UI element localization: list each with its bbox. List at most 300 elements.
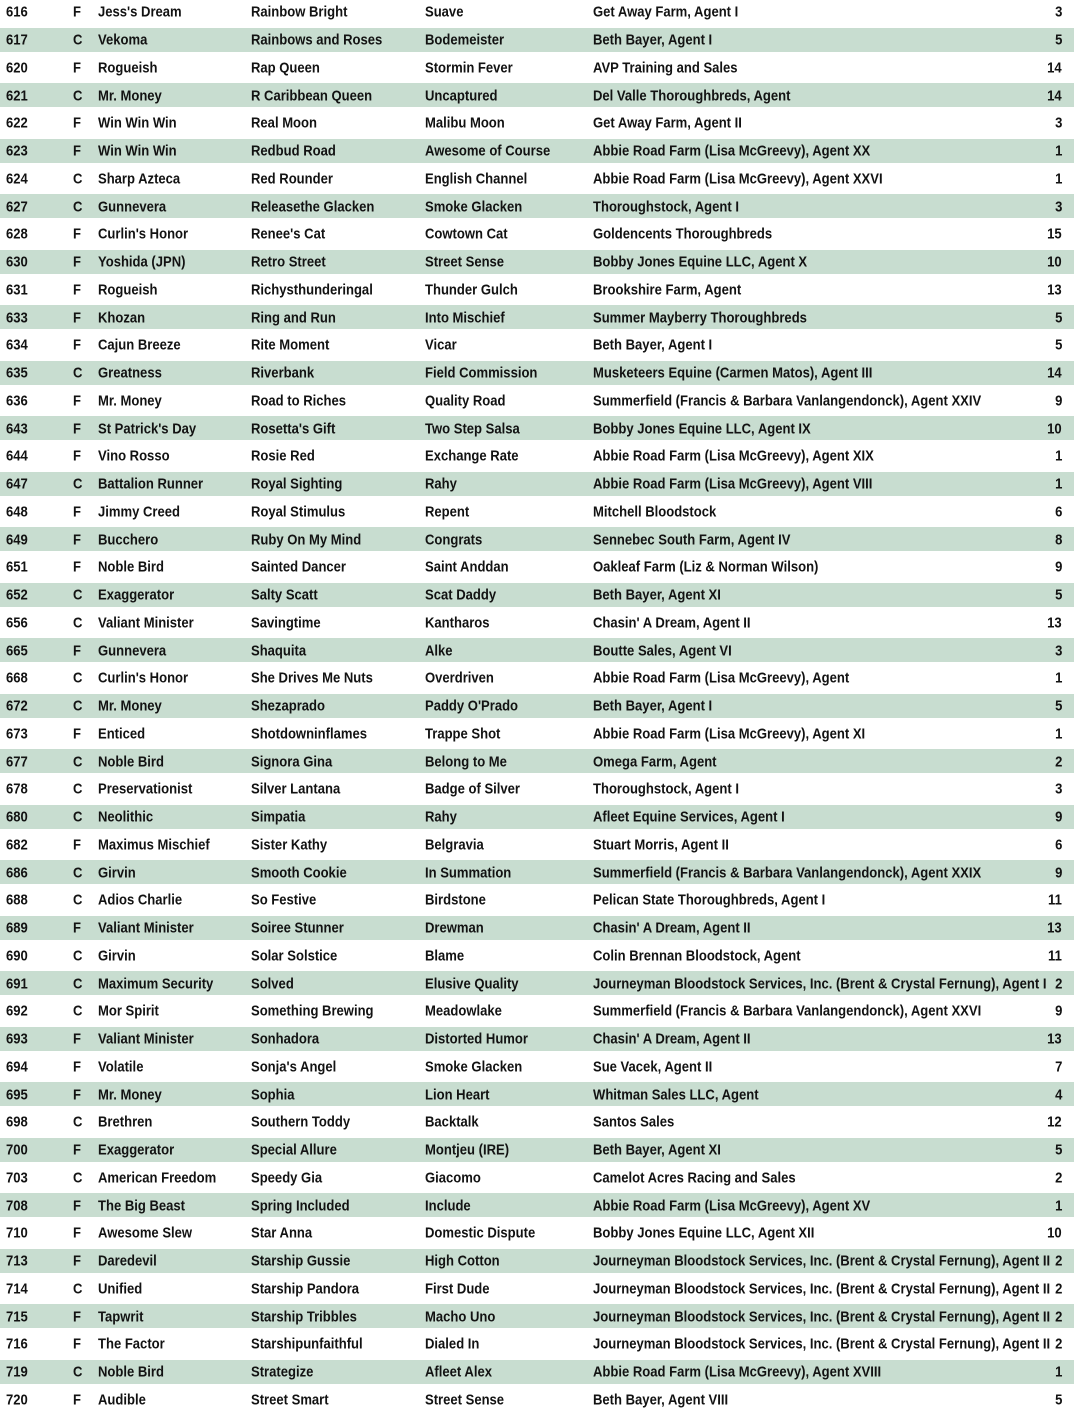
barn-cell: [1020, 420, 1074, 438]
barn-text: 14: [1047, 87, 1062, 105]
sire-text: The Factor: [98, 1335, 165, 1353]
hip-cell: [0, 1335, 73, 1353]
table-row: [0, 278, 1074, 306]
barn-cell: [1020, 531, 1074, 549]
sex-cell: [73, 669, 98, 687]
barn-cell: [1020, 1169, 1074, 1187]
sire-cell: [98, 1113, 251, 1131]
dam-text: Starship Pandora: [251, 1280, 360, 1298]
barn-text: 3: [1054, 780, 1062, 798]
consignor-cell: [593, 1308, 1051, 1326]
sire-cell: [98, 1169, 251, 1187]
dam-sire-cell: [425, 780, 593, 798]
sex-text: F: [73, 1030, 81, 1048]
sire-text: Curlin's Honor: [98, 225, 189, 243]
hip-text: 621: [6, 87, 28, 105]
dam-cell: [251, 836, 425, 854]
table-row: [0, 638, 1074, 666]
consignor-cell: [593, 669, 1020, 687]
sire-text: Daredevil: [98, 1252, 157, 1270]
barn-text: 15: [1047, 225, 1062, 243]
sire-cell: [98, 642, 251, 660]
consignor-cell: [593, 1224, 1020, 1242]
barn-text: 9: [1054, 392, 1062, 410]
hip-cell: [0, 447, 73, 465]
dam-sire-text: Saint Anddan: [425, 558, 509, 576]
consignor-cell: [593, 253, 1020, 271]
consignor-cell: [593, 420, 1020, 438]
hip-text: 636: [6, 392, 28, 410]
dam-text: Road to Riches: [251, 392, 346, 410]
sire-cell: [98, 1335, 251, 1353]
barn-cell: [1020, 447, 1074, 465]
table-row: [0, 555, 1074, 583]
consignor-text: Abbie Road Farm (Lisa McGreevy), Agent: [593, 669, 850, 687]
dam-text: Rap Queen: [251, 59, 320, 77]
hip-cell: [0, 1391, 73, 1409]
dam-cell: [251, 1002, 425, 1020]
dam-text: Star Anna: [251, 1224, 313, 1242]
dam-sire-text: Overdriven: [425, 669, 494, 687]
sex-cell: [73, 836, 98, 854]
sire-cell: [98, 975, 251, 993]
consignor-text: Beth Bayer, Agent VIII: [593, 1391, 729, 1409]
sire-cell: [98, 669, 251, 687]
sex-text: F: [73, 836, 81, 854]
dam-cell: [251, 1113, 425, 1131]
dam-cell: [251, 891, 425, 909]
sex-cell: [73, 59, 98, 77]
dam-sire-cell: [425, 614, 593, 632]
hip-text: 720: [6, 1391, 28, 1409]
dam-cell: [251, 558, 425, 576]
consignor-cell: [593, 891, 1020, 909]
hip-cell: [0, 1030, 73, 1048]
sire-text: Noble Bird: [98, 1363, 164, 1381]
dam-sire-text: Belgravia: [425, 836, 484, 854]
consignor-text: Thoroughstock, Agent I: [593, 780, 739, 798]
barn-text: 1: [1054, 669, 1062, 687]
sex-cell: [73, 87, 98, 105]
dam-cell: [251, 1169, 425, 1187]
sex-text: F: [73, 1058, 81, 1076]
consignor-text: Beth Bayer, Agent I: [593, 31, 713, 49]
dam-sire-cell: [425, 87, 593, 105]
barn-text: 3: [1054, 198, 1062, 216]
hip-text: 649: [6, 531, 28, 549]
dam-sire-text: Repent: [425, 503, 470, 521]
sire-cell: [98, 1280, 251, 1298]
table-row: [0, 56, 1074, 84]
barn-cell: [1020, 281, 1074, 299]
hip-text: 617: [6, 31, 28, 49]
dam-cell: [251, 225, 425, 243]
hip-cell: [0, 1169, 73, 1187]
table-row: [0, 83, 1074, 111]
consignor-text: Brookshire Farm, Agent: [593, 281, 742, 299]
dam-sire-text: Include: [425, 1197, 471, 1215]
sire-cell: [98, 1058, 251, 1076]
sire-cell: [98, 1197, 251, 1215]
dam-cell: [251, 420, 425, 438]
sex-text: C: [73, 780, 83, 798]
sex-cell: [73, 697, 98, 715]
dam-sire-cell: [425, 31, 593, 49]
sire-text: Sharp Azteca: [98, 170, 181, 188]
dam-text: Spring Included: [251, 1197, 350, 1215]
dam-text: Smooth Cookie: [251, 864, 347, 882]
sex-text: C: [73, 364, 83, 382]
sex-cell: [73, 420, 98, 438]
barn-cell: [1020, 836, 1074, 854]
sire-cell: [98, 142, 251, 160]
sire-text: Neolithic: [98, 808, 154, 826]
consignor-text: Mitchell Bloodstock: [593, 503, 717, 521]
sire-cell: [98, 864, 251, 882]
sex-text: F: [73, 309, 81, 327]
consignor-text: Summerfield (Francis & Barbara Vanlangendonck), Agent XXVI: [593, 1002, 982, 1020]
sire-text: Gunnevera: [98, 198, 167, 216]
dam-sire-cell: [425, 281, 593, 299]
barn-text: 13: [1047, 1030, 1062, 1048]
hip-cell: [0, 114, 73, 132]
dam-text: Royal Sighting: [251, 475, 343, 493]
consignor-text: Abbie Road Farm (Lisa McGreevy), Agent XV: [593, 1197, 871, 1215]
dam-sire-text: Backtalk: [425, 1113, 479, 1131]
dam-sire-cell: [425, 1363, 593, 1381]
table-row: [0, 916, 1074, 944]
sire-text: Cajun Breeze: [98, 336, 181, 354]
barn-text: 5: [1054, 586, 1062, 604]
barn-cell: [1020, 891, 1074, 909]
hip-cell: [0, 503, 73, 521]
table-row: [0, 0, 1074, 28]
sex-text: F: [73, 642, 81, 660]
dam-sire-text: English Channel: [425, 170, 528, 188]
hip-text: 690: [6, 947, 28, 965]
sire-cell: [98, 586, 251, 604]
sex-cell: [73, 919, 98, 937]
sire-cell: [98, 1086, 251, 1104]
hip-text: 678: [6, 780, 28, 798]
dam-text: Rosetta's Gift: [251, 420, 336, 438]
hip-cell: [0, 253, 73, 271]
sex-text: F: [73, 3, 81, 21]
consignor-text: Abbie Road Farm (Lisa McGreevy), Agent XXVI: [593, 170, 883, 188]
dam-sire-cell: [425, 1391, 593, 1409]
barn-text: 5: [1054, 1141, 1062, 1159]
dam-sire-cell: [425, 669, 593, 687]
hip-cell: [0, 975, 73, 993]
hip-text: 716: [6, 1335, 28, 1353]
table-row: [0, 1332, 1074, 1360]
sex-cell: [73, 780, 98, 798]
consignor-text: Journeyman Bloodstock Services, Inc. (Brent & Crystal Fernung), Agent II: [593, 1308, 1051, 1326]
sire-text: St Patrick's Day: [98, 420, 197, 438]
dam-sire-cell: [425, 1058, 593, 1076]
consignor-cell: [593, 531, 1020, 549]
barn-cell: [1020, 697, 1074, 715]
sex-cell: [73, 1141, 98, 1159]
dam-sire-text: Meadowlake: [425, 1002, 502, 1020]
dam-sire-cell: [425, 1252, 593, 1270]
sex-cell: [73, 1030, 98, 1048]
dam-sire-cell: [425, 1335, 593, 1353]
hip-text: 691: [6, 975, 28, 993]
barn-cell: [1020, 864, 1074, 882]
consignor-text: Chasin' A Dream, Agent II: [593, 919, 751, 937]
consignor-text: Get Away Farm, Agent II: [593, 114, 742, 132]
hip-text: 700: [6, 1141, 28, 1159]
dam-sire-text: Field Commission: [425, 364, 538, 382]
sire-text: Adios Charlie: [98, 891, 183, 909]
sex-text: F: [73, 253, 81, 271]
sire-cell: [98, 1141, 251, 1159]
barn-text: 5: [1054, 336, 1062, 354]
dam-sire-cell: [425, 1169, 593, 1187]
dam-sire-text: Lion Heart: [425, 1086, 490, 1104]
barn-cell: [1020, 1030, 1074, 1048]
barn-text: 3: [1054, 114, 1062, 132]
dam-cell: [251, 1280, 425, 1298]
barn-text: 1: [1054, 447, 1062, 465]
table-row: [0, 333, 1074, 361]
consignor-cell: [593, 475, 1020, 493]
dam-sire-text: Quality Road: [425, 392, 506, 410]
hip-cell: [0, 864, 73, 882]
sex-cell: [73, 1224, 98, 1242]
sex-text: F: [73, 142, 81, 160]
sire-text: Rogueish: [98, 281, 158, 299]
sex-text: F: [73, 114, 81, 132]
sex-text: C: [73, 170, 83, 188]
barn-text: 2: [1054, 1280, 1062, 1298]
dam-sire-cell: [425, 142, 593, 160]
dam-text: Rainbows and Roses: [251, 31, 383, 49]
hip-text: 652: [6, 586, 28, 604]
barn-cell: [1020, 586, 1074, 604]
dam-cell: [251, 947, 425, 965]
sire-cell: [98, 59, 251, 77]
hip-text: 624: [6, 170, 28, 188]
hip-cell: [0, 1308, 73, 1326]
consignor-text: Abbie Road Farm (Lisa McGreevy), Agent XIX: [593, 447, 874, 465]
sex-cell: [73, 1169, 98, 1187]
hip-text: 695: [6, 1086, 28, 1104]
sex-text: F: [73, 59, 81, 77]
consignor-text: Summerfield (Francis & Barbara Vanlangendonck), Agent XXIX: [593, 864, 982, 882]
sex-text: F: [73, 1086, 81, 1104]
hip-cell: [0, 309, 73, 327]
consignor-cell: [593, 1280, 1051, 1298]
dam-cell: [251, 975, 425, 993]
dam-sire-cell: [425, 309, 593, 327]
sire-cell: [98, 1252, 251, 1270]
hip-cell: [0, 1363, 73, 1381]
dam-sire-text: Scat Daddy: [425, 586, 497, 604]
table-row: [0, 416, 1074, 444]
table-row: [0, 1304, 1074, 1332]
consignor-cell: [593, 309, 1020, 327]
barn-text: 14: [1047, 364, 1062, 382]
sire-text: Mr. Money: [98, 697, 162, 715]
dam-sire-cell: [425, 503, 593, 521]
table-row: [0, 971, 1074, 999]
hip-cell: [0, 891, 73, 909]
dam-sire-text: Distorted Humor: [425, 1030, 528, 1048]
sex-text: F: [73, 1224, 81, 1242]
dam-text: Ring and Run: [251, 309, 336, 327]
consignor-text: Abbie Road Farm (Lisa McGreevy), Agent XVIII: [593, 1363, 882, 1381]
sire-cell: [98, 1002, 251, 1020]
sex-text: C: [73, 697, 83, 715]
dam-sire-cell: [425, 3, 593, 21]
dam-text: Rosie Red: [251, 447, 315, 465]
barn-cell: [1020, 614, 1074, 632]
sex-cell: [73, 808, 98, 826]
sex-cell: [73, 336, 98, 354]
consignor-text: Beth Bayer, Agent XI: [593, 1141, 721, 1159]
sex-text: F: [73, 1335, 81, 1353]
barn-text: 1: [1054, 475, 1062, 493]
dam-sire-cell: [425, 586, 593, 604]
sire-text: Vekoma: [98, 31, 148, 49]
hip-text: 647: [6, 475, 28, 493]
sire-cell: [98, 725, 251, 743]
hip-cell: [0, 753, 73, 771]
sex-text: C: [73, 947, 83, 965]
sex-text: C: [73, 808, 83, 826]
sire-cell: [98, 420, 251, 438]
hip-text: 672: [6, 697, 28, 715]
sire-text: American Freedom: [98, 1169, 217, 1187]
barn-text: 6: [1054, 503, 1062, 521]
dam-sire-cell: [425, 1086, 593, 1104]
dam-sire-cell: [425, 475, 593, 493]
sex-text: F: [73, 1141, 81, 1159]
table-row: [0, 860, 1074, 888]
sex-cell: [73, 586, 98, 604]
sex-text: C: [73, 1002, 83, 1020]
sex-text: C: [73, 614, 83, 632]
sire-cell: [98, 836, 251, 854]
dam-cell: [251, 87, 425, 105]
hip-text: 616: [6, 3, 28, 21]
barn-cell: [1020, 1086, 1074, 1104]
dam-sire-text: Suave: [425, 3, 464, 21]
dam-sire-cell: [425, 170, 593, 188]
hip-text: 682: [6, 836, 28, 854]
dam-cell: [251, 725, 425, 743]
table-row: [0, 1277, 1074, 1305]
barn-text: 9: [1054, 864, 1062, 882]
hip-cell: [0, 836, 73, 854]
hip-cell: [0, 1224, 73, 1242]
sire-cell: [98, 281, 251, 299]
consignor-cell: [593, 336, 1020, 354]
dam-cell: [251, 475, 425, 493]
sex-text: C: [73, 891, 83, 909]
consignor-cell: [593, 1141, 1020, 1159]
sire-cell: [98, 1391, 251, 1409]
hip-cell: [0, 642, 73, 660]
hip-text: 648: [6, 503, 28, 521]
table-row: [0, 944, 1074, 972]
hip-text: 635: [6, 364, 28, 382]
consignor-cell: [593, 1113, 1020, 1131]
dam-text: Speedy Gia: [251, 1169, 323, 1187]
barn-text: 13: [1047, 614, 1062, 632]
sex-text: C: [73, 1363, 83, 1381]
dam-sire-text: Badge of Silver: [425, 780, 521, 798]
hip-text: 694: [6, 1058, 28, 1076]
sex-cell: [73, 170, 98, 188]
dam-sire-cell: [425, 420, 593, 438]
table-row: [0, 611, 1074, 639]
dam-sire-cell: [425, 59, 593, 77]
barn-cell: [1020, 753, 1074, 771]
dam-cell: [251, 753, 425, 771]
consignor-text: Journeyman Bloodstock Services, Inc. (Brent & Crystal Fernung), Agent II: [593, 1335, 1051, 1353]
dam-text: Soiree Stunner: [251, 919, 344, 937]
table-row: [0, 250, 1074, 278]
barn-text: 5: [1054, 1391, 1062, 1409]
dam-cell: [251, 114, 425, 132]
sire-cell: [98, 531, 251, 549]
table-row: [0, 777, 1074, 805]
consignor-cell: [593, 87, 1020, 105]
hip-text: 656: [6, 614, 28, 632]
hip-cell: [0, 1002, 73, 1020]
consignor-cell: [593, 614, 1020, 632]
consignor-cell: [593, 31, 1020, 49]
dam-text: Starshipunfaithful: [251, 1335, 363, 1353]
sire-text: Win Win Win: [98, 142, 177, 160]
barn-text: 1: [1054, 142, 1062, 160]
dam-sire-text: Dialed In: [425, 1335, 480, 1353]
dam-text: Savingtime: [251, 614, 321, 632]
sex-text: C: [73, 1280, 83, 1298]
consignor-cell: [593, 1086, 1020, 1104]
consignor-cell: [593, 503, 1020, 521]
sex-text: C: [73, 975, 83, 993]
barn-cell: [1020, 1058, 1074, 1076]
consignor-text: Get Away Farm, Agent I: [593, 3, 739, 21]
dam-sire-cell: [425, 392, 593, 410]
sex-cell: [73, 198, 98, 216]
dam-sire-text: Bodemeister: [425, 31, 505, 49]
table-row: [0, 749, 1074, 777]
hip-cell: [0, 919, 73, 937]
sex-text: F: [73, 281, 81, 299]
dam-cell: [251, 642, 425, 660]
sex-cell: [73, 558, 98, 576]
consignor-cell: [593, 919, 1020, 937]
sire-cell: [98, 947, 251, 965]
dam-sire-cell: [425, 697, 593, 715]
dam-sire-text: Vicar: [425, 336, 457, 354]
sex-cell: [73, 503, 98, 521]
consignor-cell: [593, 364, 1020, 382]
dam-sire-text: First Dude: [425, 1280, 490, 1298]
hip-text: 689: [6, 919, 28, 937]
hip-text: 710: [6, 1224, 28, 1242]
sire-text: Khozan: [98, 309, 146, 327]
hip-text: 634: [6, 336, 28, 354]
table-row: [0, 139, 1074, 167]
hip-text: 651: [6, 558, 28, 576]
sex-cell: [73, 364, 98, 382]
